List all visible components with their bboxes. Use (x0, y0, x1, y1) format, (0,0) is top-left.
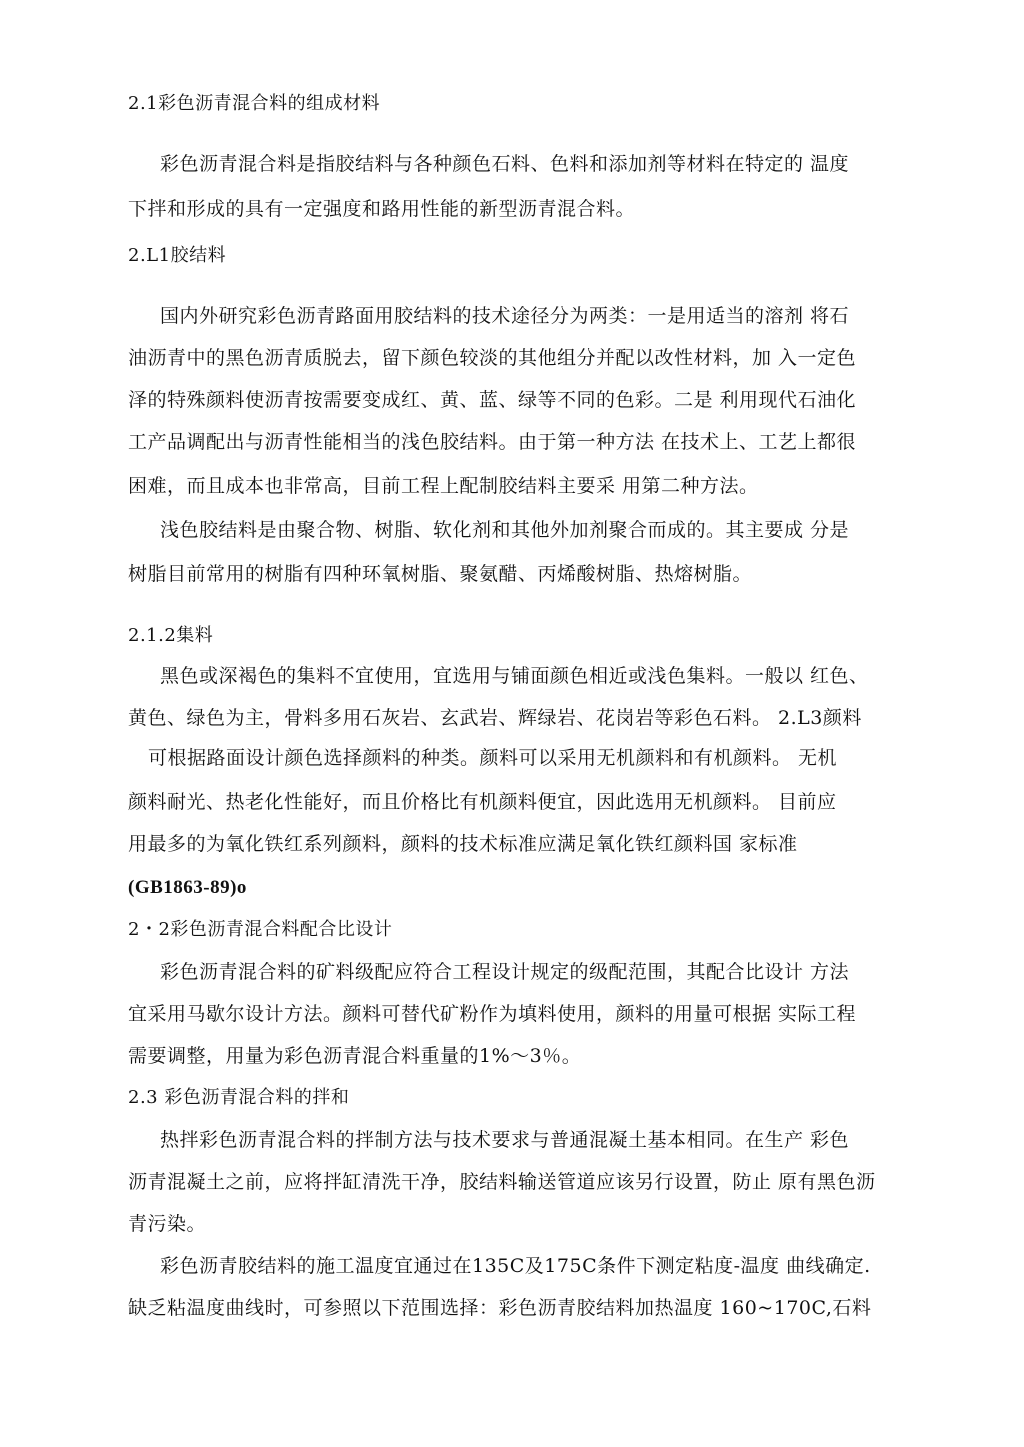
paragraph-line: 颜料耐光、热老化性能好，而且价格比有机颜料便宜，因此选用无机颜料。 目前应 (128, 791, 837, 813)
paragraph-line: 可根据路面设计颜色选择颜料的种类。颜料可以采用无机颜料和有机颜料。 无机 (148, 747, 838, 769)
paragraph-line: 黄色、绿色为主，骨料多用石灰岩、玄武岩、辉绿岩、花岗岩等彩色石料。 2.L3颜料 (128, 707, 862, 729)
paragraph-line: 彩色沥青胶结料的施工温度宜通过在135C及175C条件下测定粘度-温度 曲线确定. (160, 1255, 871, 1277)
paragraph-line: 浅色胶结料是由聚合物、树脂、软化剂和其他外加剂聚合而成的。其主要成 分是 (160, 519, 850, 541)
section-heading-2-1-2: 2.1.2集料 (128, 625, 214, 646)
paragraph-line: 沥青混凝土之前，应将拌缸清洗干净，胶结料输送管道应该另行设置，防止 原有黑色沥 (128, 1171, 876, 1193)
section-heading-2-3: 2.3 彩色沥青混合料的拌和 (128, 1087, 350, 1108)
paragraph-line: 彩色沥青混合料的矿料级配应符合工程设计规定的级配范围，其配合比设计 方法 (160, 961, 850, 983)
standard-reference: (GB1863-89)o (128, 877, 247, 898)
paragraph-line: 泽的特殊颜料使沥青按需要变成红、黄、蓝、绿等不同的色彩。二是 利用现代石油化 (128, 389, 857, 411)
section-heading-2-2: 2・2彩色沥青混合料配合比设计 (128, 919, 393, 940)
paragraph-line: 青污染。 (128, 1213, 207, 1235)
paragraph-line: 需要调整，用量为彩色沥青混合料重量的1%～3％。 (128, 1045, 582, 1067)
paragraph-line: 国内外研究彩色沥青路面用胶结料的技术途径分为两类：一是用适当的溶剂 将石 (160, 305, 850, 327)
section-heading-2-1-1: 2.L1胶结料 (128, 245, 227, 266)
paragraph-line: 油沥青中的黑色沥青质脱去，留下颜色较淡的其他组分并配以改性材料，加 入一定色 (128, 347, 857, 369)
section-heading-2-1: 2.1彩色沥青混合料的组成材料 (128, 93, 381, 114)
paragraph-line: 下拌和形成的具有一定强度和路用性能的新型沥青混合料。 (128, 198, 636, 220)
paragraph-line: 缺乏粘温度曲线时，可参照以下范围选择：彩色沥青胶结料加热温度 160~170C,石料 (128, 1297, 872, 1319)
paragraph-line: 彩色沥青混合料是指胶结料与各种颜色石料、色料和添加剂等材料在特定的 温度 (160, 153, 850, 175)
paragraph-line: 困难，而且成本也非常高，目前工程上配制胶结料主要采 用第二种方法。 (128, 475, 759, 497)
paragraph-line: 用最多的为氧化铁红系列颜料，颜料的技术标准应满足氧化铁红颜料国 家标准 (128, 833, 798, 855)
paragraph-line: 黑色或深褐色的集料不宜使用，宜选用与铺面颜色相近或浅色集料。一般以 红色、 (160, 665, 869, 687)
paragraph-line: 树脂目前常用的树脂有四种环氧树脂、聚氨醋、丙烯酸树脂、热熔树脂。 (128, 563, 753, 585)
paragraph-line: 宜采用马歇尔设计方法。颜料可替代矿粉作为填料使用，颜料的用量可根据 实际工程 (128, 1003, 857, 1025)
paragraph-line: 热拌彩色沥青混合料的拌制方法与技术要求与普通混凝土基本相同。在生产 彩色 (160, 1129, 850, 1151)
paragraph-line: 工产品调配出与沥青性能相当的浅色胶结料。由于第一种方法 在技术上、工艺上都很 (128, 431, 857, 453)
